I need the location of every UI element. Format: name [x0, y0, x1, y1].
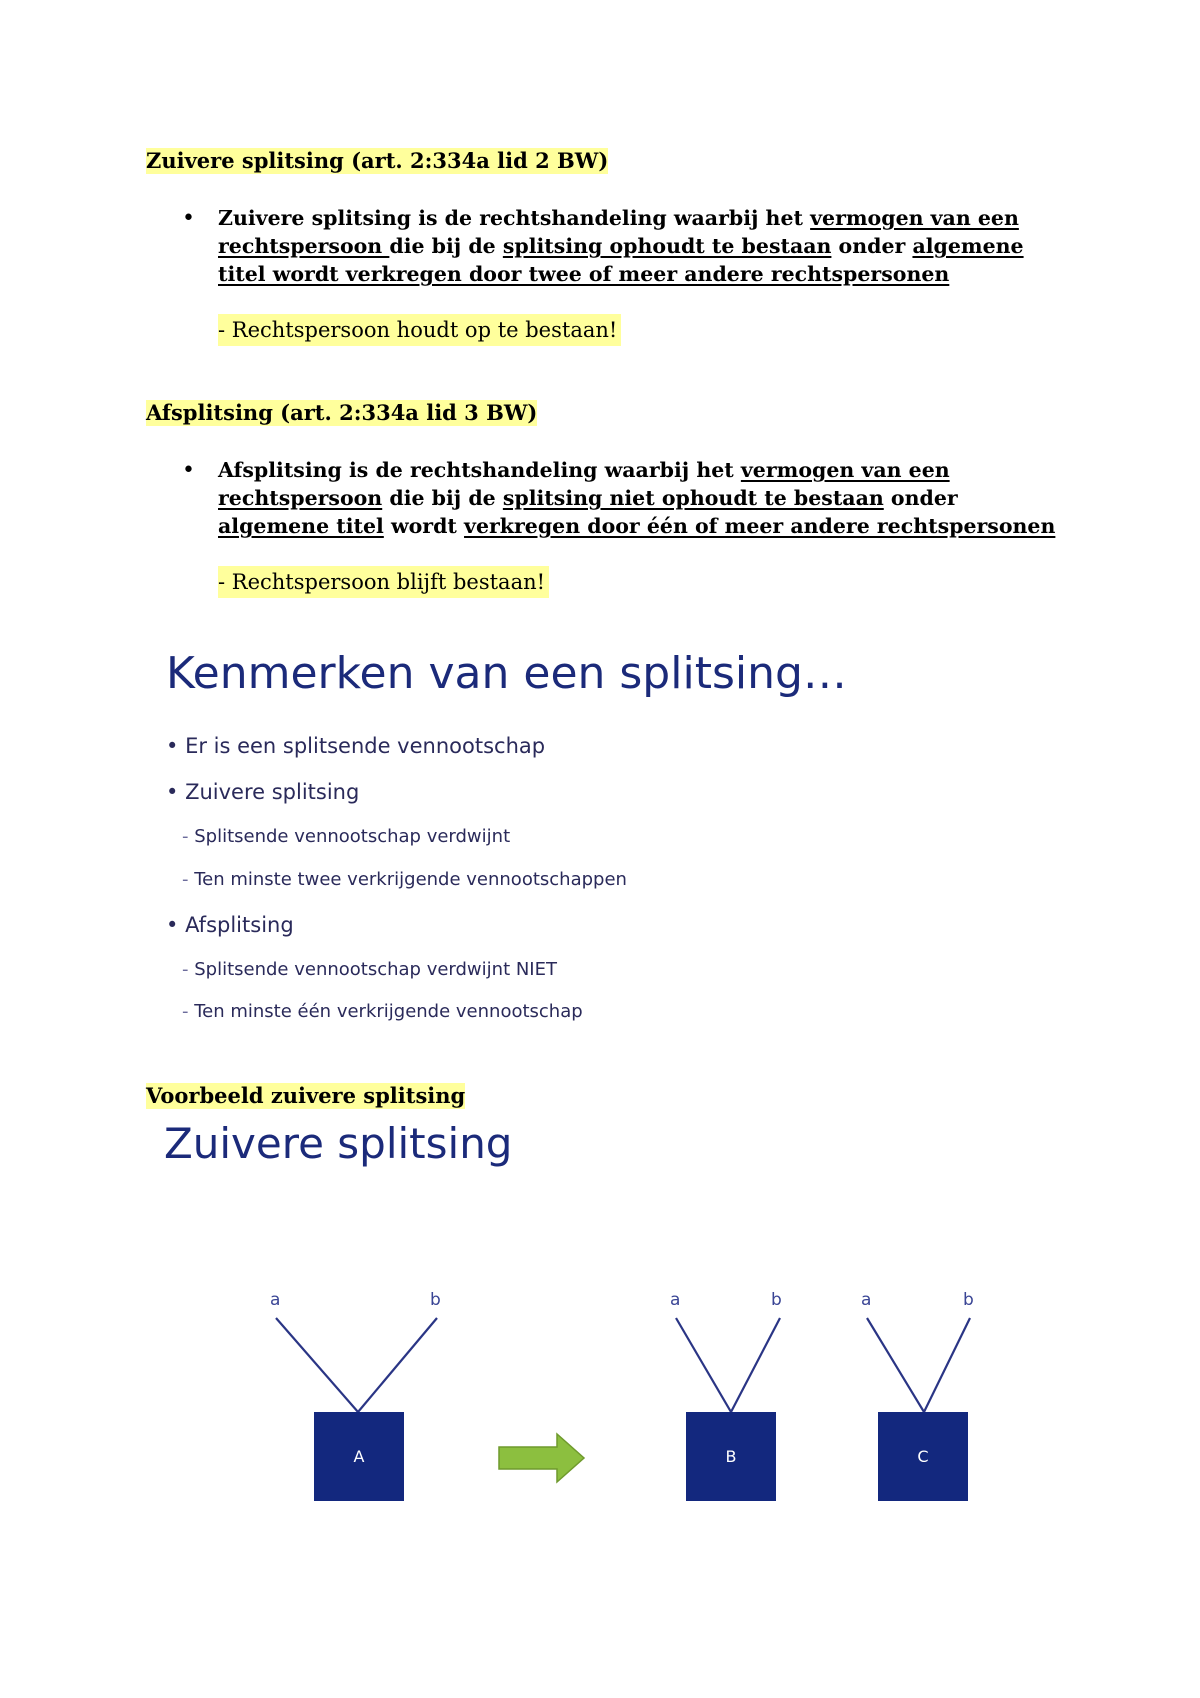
bullet-marker: • — [182, 206, 195, 231]
slide-subitem: - Splitsende vennootschap verdwijnt — [182, 826, 511, 847]
leg-line — [867, 1318, 924, 1412]
bullet-zuivere-splitsing: Zuivere splitsing is de rechtshandeling waarbij het vermogen van een rechtspersoon die bij de splitsing ophoudt te bestaan onder algemene titel wordt verkregen door twee of meer andere rechtspersonen — [218, 206, 1024, 286]
slide-item: • Er is een splitsende vennootschap — [166, 734, 546, 758]
leg-line — [276, 1318, 358, 1412]
leg-line — [731, 1318, 780, 1412]
right-arrow-icon — [499, 1434, 584, 1482]
leg-label: b — [963, 1290, 974, 1310]
slide-subitem: - Ten minste twee verkrijgende vennootschappen — [182, 869, 627, 890]
leg-line — [358, 1318, 437, 1412]
heading-afsplitsing: Afsplitsing (art. 2:334a lid 3 BW) — [146, 400, 538, 425]
leg-line — [924, 1318, 970, 1412]
leg-label: b — [771, 1290, 782, 1310]
leg-label: a — [861, 1290, 872, 1310]
slide-subitem: - Ten minste één verkrijgende vennootschap — [182, 1001, 583, 1022]
leg-label: a — [270, 1290, 281, 1310]
slide-title-zuivere-splitsing: Zuivere splitsing — [164, 1119, 513, 1168]
leg-label: b — [430, 1290, 441, 1310]
slide-title-kenmerken: Kenmerken van een splitsing… — [166, 648, 847, 699]
bullet-afsplitsing: Afsplitsing is de rechtshandeling waarbij het vermogen van een rechtspersoon die bij de splitsing niet ophoudt te bestaan onder algemene titel wordt verkregen door één of meer andere rechtspersonen — [218, 458, 1056, 538]
leg-label: a — [670, 1290, 681, 1310]
note-blijft-bestaan: - Rechtspersoon blijft bestaan! — [218, 566, 549, 598]
slide-item: • Zuivere splitsing — [166, 780, 360, 804]
slide-subitem: - Splitsende vennootschap verdwijnt NIET — [182, 959, 557, 980]
slide-item: • Afsplitsing — [166, 913, 294, 937]
heading-zuivere-splitsing: Zuivere splitsing (art. 2:334a lid 2 BW) — [146, 148, 609, 173]
box-label: A — [353, 1447, 365, 1466]
box-label: C — [917, 1447, 929, 1466]
note-houdt-op: - Rechtspersoon houdt op te bestaan! — [218, 314, 621, 346]
box-label: B — [725, 1447, 737, 1466]
heading-voorbeeld: Voorbeeld zuivere splitsing — [146, 1083, 466, 1108]
bullet-marker: • — [182, 458, 195, 483]
leg-line — [676, 1318, 731, 1412]
